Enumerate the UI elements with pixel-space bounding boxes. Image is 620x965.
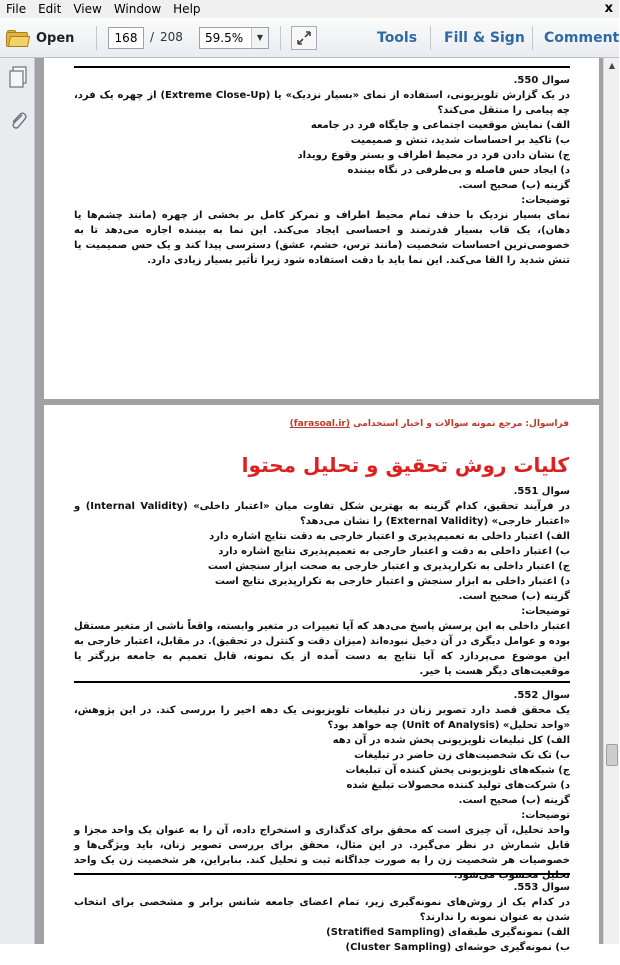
question-number: سوال 552. [513, 690, 570, 701]
option-a: الف) کل تبلیغات تلویزیونی پخش شده در آن دهه [332, 735, 570, 746]
section-title: کلیات روش تحقیق و تحلیل محتوا [241, 453, 569, 477]
question-550 [74, 66, 570, 268]
question-number: سوال 550. [513, 75, 570, 86]
scroll-up-icon[interactable]: ▲ [608, 61, 616, 70]
pdf-page [44, 58, 599, 399]
answer-text: گزینه (ب) صحیح است. [458, 180, 570, 191]
expand-view-button[interactable] [291, 26, 317, 50]
question-number: سوال 551. [513, 486, 570, 497]
option-a: الف) نمونه‌گیری طبقه‌ای (Stratified Sampling) [326, 927, 570, 938]
option-b: ب) اعتبار داخلی به دقت و اعتبار خارجی به تعمیم‌پذیری نتایج اشاره دارد [218, 546, 570, 557]
source-text: فراسوال: مرجع نمونه سوالات و اخبار استخدامی [353, 419, 569, 429]
option-a: الف) اعتبار داخلی به تعمیم‌پذیری و اعتبار خارجی به دقت نتایج اشاره دارد [209, 531, 570, 542]
pdf-page [44, 405, 599, 965]
option-c: ج) نشان دادن فرد در محیط اطراف و بستر وقوع رویداد [297, 150, 570, 161]
question-text: در یک گزارش تلویزیونی، استفاده از نمای «بسیار نزدیک» یا (Extreme Close-Up) از چهره یک فرد، چه پیامی را منتقل می‌کند؟ [74, 90, 570, 116]
question-553 [74, 873, 570, 955]
option-b: ب) تک تک شخصیت‌های زن حاضر در تبلیغات [354, 750, 570, 761]
question-divider [74, 66, 570, 68]
question-text: یک محقق قصد دارد تصویر زنان در تبلیغات تلویزیونی یک دهه اخیر را بررسی کند. در این پژوهش، «واحد تحلیل» (Unit of Analysis) چه خواهد بود؟ [74, 705, 570, 731]
explanation-label: توضیحات: [521, 810, 570, 821]
menu-edit[interactable]: Edit [38, 2, 62, 16]
open-label: Open [36, 30, 75, 46]
toolbar [0, 18, 619, 58]
toolbar-divider [280, 26, 281, 50]
option-d: د) اعتبار داخلی به ابزار سنجش و اعتبار خارجی به تکرارپذیری نتایج است [214, 576, 570, 587]
option-c: ج) اعتبار داخلی به تکرارپذیری و اعتبار خارجی به صحت ابزار سنجش است [207, 561, 570, 572]
option-b: ب) تاکید بر احساسات شدید، تنش و صمیمیت [350, 135, 570, 146]
toolbar-divider [430, 26, 431, 50]
page-number-input[interactable]: 168 [108, 27, 144, 49]
pages-icon[interactable] [8, 66, 28, 88]
toolbar-divider [96, 26, 97, 50]
document-viewport [35, 58, 603, 953]
zoom-value: 59.5% [205, 31, 244, 45]
expand-arrows-icon [296, 30, 312, 46]
chevron-down-icon[interactable]: ▼ [251, 28, 268, 48]
question-number: سوال 553. [513, 882, 570, 893]
zoom-select[interactable] [199, 27, 269, 49]
close-document-button[interactable]: x [604, 1, 613, 16]
question-divider [74, 681, 570, 683]
option-b: ب) نمونه‌گیری خوشه‌ای (Cluster Sampling) [345, 942, 570, 953]
comment-button[interactable]: Comment [544, 30, 620, 46]
source-link[interactable]: (farasoal.ir) [289, 419, 351, 429]
question-551 [74, 484, 570, 679]
option-a: الف) نمایش موقعیت اجتماعی و جایگاه فرد در جامعه [310, 120, 570, 131]
explanation-label: توضیحات: [521, 606, 570, 617]
explanation-text: نمای بسیار نزدیک با حذف تمام محیط اطراف و تمرکز کامل بر بخشی از چهره (مانند چشم‌ها یا دهان)، یک قاب بسیار قدرتمند و احساسی ایجاد می‌کند. این نما به بیننده اجازه می‌دهد تا به خصوصی‌ترین احساسات شخصیت (مانند ترس، خشم، عشق) دسترسی پیدا کند و یک حس صمیمیت یا تنش شدید را القا می‌کند. این نما باید با دقت استفاده شود زیرا تأثیر بسیار زیادی دارد. [74, 210, 570, 266]
attachment-icon[interactable] [8, 110, 28, 132]
answer-text: گزینه (ب) صحیح است. [458, 591, 570, 602]
fill-sign-button[interactable]: Fill & Sign [444, 30, 525, 46]
page-separator: / [150, 30, 155, 44]
question-divider [74, 873, 570, 875]
question-text: در کدام یک از روش‌های نمونه‌گیری زیر، تمام اعضای جامعه شانس برابر و مشخصی برای انتخاب شدن به عنوان نمونه را ندارند؟ [74, 897, 570, 923]
toolbar-divider [532, 26, 533, 50]
open-button[interactable] [6, 25, 74, 51]
menu-file[interactable]: File [6, 2, 27, 16]
folder-icon [6, 30, 28, 47]
navigation-panel [0, 58, 35, 944]
tools-button[interactable]: Tools [377, 30, 418, 46]
menu-window[interactable]: Window [113, 2, 162, 16]
answer-text: گزینه (ب) صحیح است. [458, 795, 570, 806]
scrollbar-thumb[interactable] [606, 744, 618, 766]
explanation-label: توضیحات: [521, 195, 570, 206]
option-d: د) شرکت‌های تولید کننده محصولات تبلیغ شده [346, 780, 570, 791]
menu-help[interactable]: Help [173, 2, 201, 16]
question-552 [74, 681, 570, 883]
question-text: در فرآیند تحقیق، کدام گزینه به بهترین شکل تفاوت میان «اعتبار داخلی» (Internal Validity) و «اعتبار خارجی» (External Validity) را نشان می‌دهد؟ [74, 501, 570, 527]
explanation-text: واحد تحلیل، آن چیزی است که محقق برای کدگذاری و استخراج داده، آن را به عنوان یک واحد مجزا و قابل شمارش در نظر می‌گیرد. در این مثال، محقق برای بررسی تصویر زنان، باید ویژگی‌ها و خصوصیات هر شخصیت زن را به صورت جداگانه ثبت و تحلیل کند. بنابراین، هر شخصیت زن یک واحد تحلیل محسوب می‌شود. [74, 825, 570, 881]
source-header [290, 419, 569, 429]
option-d: د) ایجاد حس فاصله و بی‌طرفی در نگاه بیننده [347, 165, 570, 176]
menu-bar [0, 0, 619, 18]
vertical-scrollbar[interactable] [603, 58, 619, 944]
menu-view[interactable]: View [73, 2, 102, 16]
explanation-text: اعتبار داخلی به این پرسش پاسخ می‌دهد که آیا تغییرات در متغیر وابسته، واقعاً ناشی از متغیر مستقل بوده و عوامل دیگری در آن دخیل نبوده‌اند (میزان دقت و کنترل در تحقیق). در مقابل، اعتبار خارجی به این موضوع می‌پردازد که آیا نتایج به دست آمده از یک نمونه، قابل تعمیم به جامعه بزرگتر یا موقعیت‌های دیگر هست یا خیر. [74, 621, 570, 677]
total-pages: 208 [160, 30, 183, 44]
option-c: ج) شبکه‌های تلویزیونی پخش کننده آن تبلیغات [345, 765, 570, 776]
